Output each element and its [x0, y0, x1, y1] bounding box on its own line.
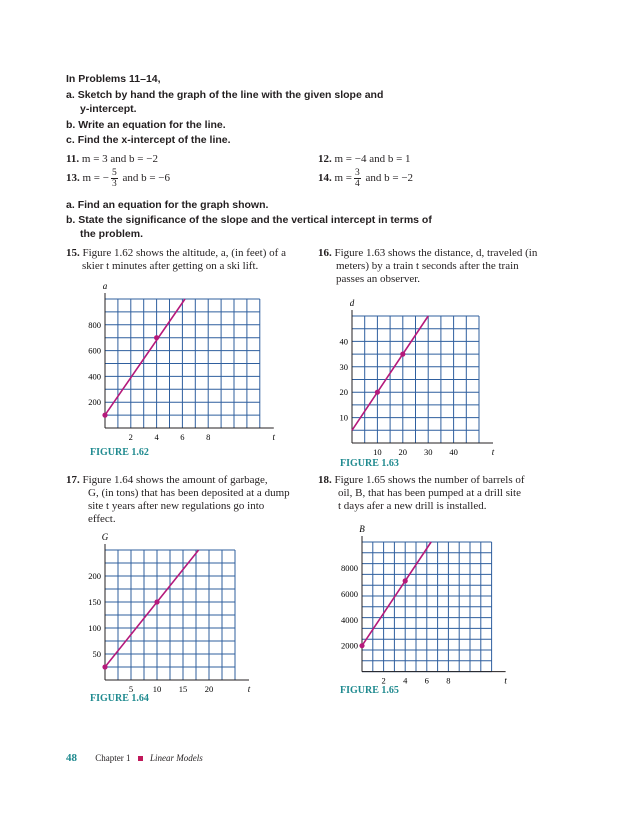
problem-number: 11. — [66, 153, 80, 165]
problem-number: 17. — [66, 474, 80, 486]
problem-line: Figure 1.64 shows the amount of garbage, — [82, 474, 268, 486]
x-tick-label: 5 — [128, 684, 134, 694]
data-point — [154, 335, 159, 340]
problem-text: m = −4 and b = 1 — [334, 153, 411, 165]
problem-text: m = 3 and b = −2 — [81, 153, 158, 165]
x-axis-label: t — [491, 447, 495, 457]
instruction-c — [66, 133, 231, 147]
problem-line: meters) by a train t seconds after the train — [336, 260, 519, 272]
problem-14 — [318, 168, 413, 189]
fraction: $\frac{5}{3}$ — [111, 168, 117, 189]
data-point — [102, 664, 107, 669]
y-tick-label: 600 — [88, 345, 101, 356]
instructions-intro: In Problems 11–14, — [66, 73, 161, 85]
problem-12 — [318, 153, 411, 166]
data-point — [102, 413, 107, 418]
y-tick-label: 150 — [88, 597, 101, 607]
figure-caption: FIGURE 1.63 — [340, 458, 399, 469]
page-number: 48 — [66, 752, 77, 764]
problem-line: G, (in tons) that has been deposited at a dump — [88, 487, 290, 499]
y-tick-label: 20 — [339, 387, 348, 398]
problem-line: oil, B, that has been pumped at a drill site — [338, 487, 521, 499]
y-tick-label: 6000 — [341, 588, 358, 599]
x-tick-label: 8 — [446, 675, 451, 686]
problem-15 — [66, 247, 286, 260]
y-tick-label: 10 — [339, 412, 348, 423]
x-tick-label: 4 — [403, 675, 408, 686]
figure-1-64-chart — [75, 530, 260, 715]
y-axis-label: d — [349, 298, 355, 308]
data-point — [154, 599, 159, 604]
y-tick-label: 40 — [339, 336, 348, 347]
y-tick-label: 2000 — [341, 640, 358, 651]
problem-text-post: and b = −2 — [365, 172, 414, 185]
y-tick-label: 50 — [92, 649, 101, 659]
section2-a — [66, 198, 268, 212]
x-tick-label: 40 — [449, 447, 458, 457]
instruction-letter: c. — [66, 134, 75, 146]
instruction-text: State the significance of the slope and the vertical intercept in terms of — [78, 214, 432, 226]
problem-number: 14. — [318, 172, 332, 185]
problem-13 — [66, 168, 170, 189]
x-tick-label: 10 — [152, 684, 162, 694]
problem-line: passes an observer. — [336, 273, 421, 285]
data-line — [105, 299, 185, 415]
instruction-b — [66, 118, 226, 132]
y-tick-label: 200 — [88, 397, 101, 408]
y-axis-label: B — [359, 524, 365, 534]
instruction-text: Sketch by hand the graph of the line with the given slope and — [77, 89, 384, 101]
problem-18 — [318, 474, 525, 487]
problem-11 — [66, 153, 158, 166]
instruction-a — [66, 88, 383, 102]
x-tick-label: 2 — [381, 675, 386, 686]
x-axis-label: t — [272, 432, 276, 442]
x-axis-label: t — [247, 684, 251, 694]
problem-number: 12. — [318, 153, 332, 165]
problem-line: Figure 1.65 shows the number of barrels of — [334, 474, 525, 486]
instruction-letter: b. — [66, 214, 76, 226]
figure-1-65-chart — [328, 518, 513, 698]
x-tick-label: 30 — [423, 447, 433, 457]
x-tick-label: 6 — [180, 432, 185, 442]
problem-line: skier t minutes after getting on a ski lift. — [82, 260, 259, 272]
x-axis-label: t — [504, 675, 507, 686]
fraction: $\frac{3}{4}$ — [355, 168, 360, 189]
figure-caption: FIGURE 1.65 — [340, 685, 399, 696]
instruction-letter: b. — [66, 119, 76, 131]
data-point — [403, 578, 408, 583]
chapter-title: Linear Models — [150, 753, 203, 763]
y-tick-label: 4000 — [341, 614, 358, 625]
x-tick-label: 20 — [398, 447, 408, 457]
figure-1-62-chart — [70, 281, 276, 460]
y-tick-label: 30 — [339, 361, 348, 372]
problem-text-post: and b = −6 — [122, 172, 171, 185]
problem-line: site t years after new regulations go into — [88, 500, 265, 512]
instruction-text: Write an equation for the line. — [78, 119, 226, 131]
problem-16 — [318, 247, 537, 260]
x-tick-label: 20 — [204, 684, 214, 694]
instruction-letter: a. — [66, 89, 75, 101]
problem-number: 18. — [318, 474, 332, 486]
figure-caption: FIGURE 1.62 — [90, 447, 149, 458]
section2-b — [66, 213, 432, 227]
problem-line: effect. — [88, 513, 116, 525]
y-axis-label: a — [102, 281, 108, 291]
x-tick-label: 10 — [373, 447, 382, 457]
y-tick-label: 100 — [88, 623, 101, 633]
y-tick-label: 400 — [88, 371, 101, 382]
y-tick-label: 8000 — [341, 562, 358, 573]
y-tick-label: 800 — [88, 319, 101, 330]
problem-text-pre: m = — [334, 172, 353, 185]
x-tick-label: 15 — [178, 684, 188, 694]
y-axis-label: G — [101, 532, 109, 542]
data-point — [359, 643, 364, 648]
instruction-a-cont: y-intercept. — [80, 103, 137, 115]
data-line — [105, 550, 199, 667]
y-tick-label: 200 — [88, 571, 101, 581]
section2-b-cont: the problem. — [80, 228, 144, 240]
x-tick-label: 8 — [206, 432, 211, 442]
problem-text-pre: m = − — [82, 172, 109, 185]
figure-1-63-chart — [330, 292, 510, 472]
x-tick-label: 2 — [128, 432, 133, 442]
problem-number: 15. — [66, 247, 80, 259]
problem-17 — [66, 474, 268, 487]
figure-caption: FIGURE 1.64 — [90, 693, 149, 704]
problem-line: Figure 1.63 shows the distance, d, traveled (in — [334, 247, 538, 259]
data-point — [400, 352, 405, 357]
chapter-label: Chapter 1 — [95, 753, 131, 763]
x-tick-label: 4 — [154, 432, 159, 442]
square-bullet-icon — [138, 756, 143, 761]
page-footer — [66, 752, 203, 764]
instruction-text: Find the x-intercept of the line. — [77, 134, 231, 146]
instruction-letter: a. — [66, 199, 75, 211]
data-point — [375, 390, 380, 395]
problem-line: t days afer a new drill is installed. — [338, 500, 487, 512]
x-tick-label: 6 — [424, 675, 429, 686]
problem-number: 13. — [66, 172, 80, 185]
problem-number: 16. — [318, 247, 332, 259]
problem-line: Figure 1.62 shows the altitude, a, (in feet) of a — [82, 247, 286, 259]
instruction-text: Find an equation for the graph shown. — [77, 199, 269, 211]
